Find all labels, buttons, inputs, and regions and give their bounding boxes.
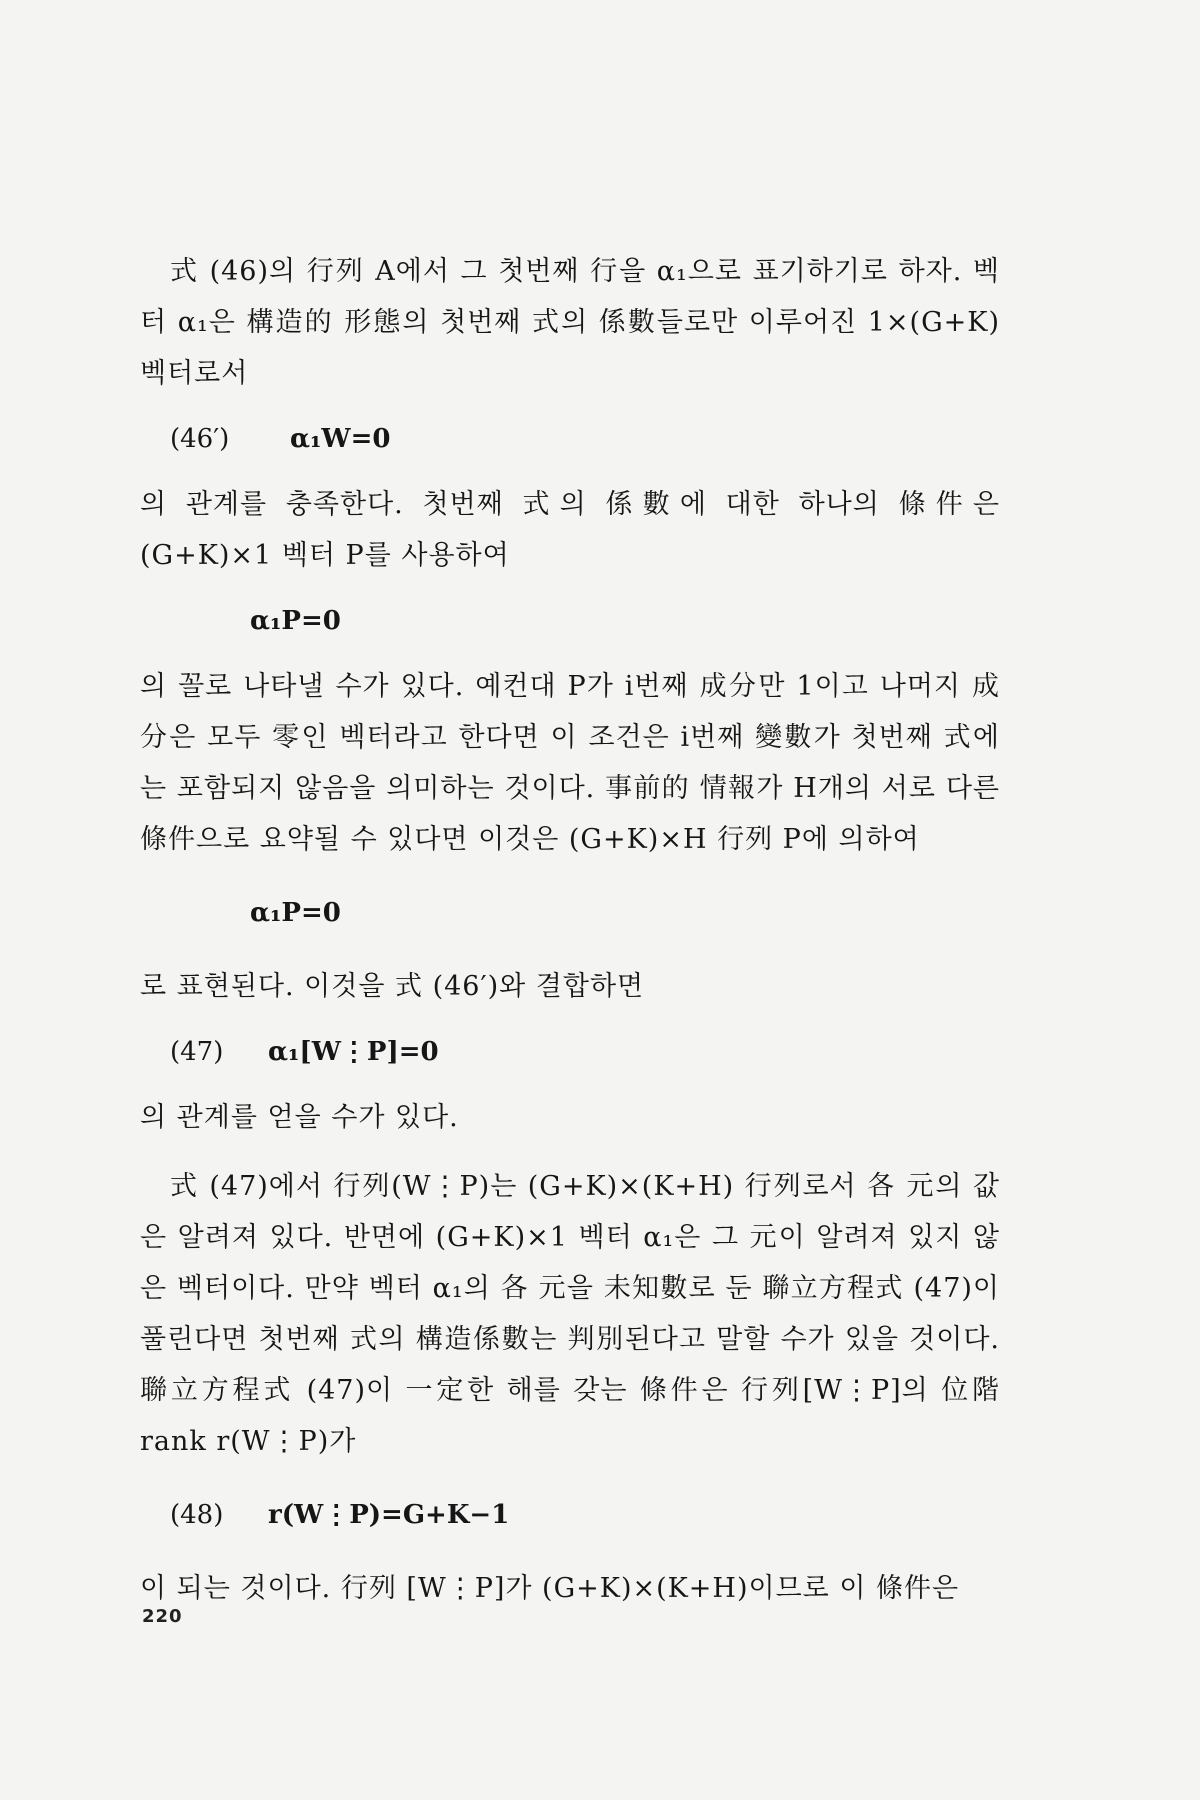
- paragraph-condition-vector: 의 관계를 충족한다. 첫번째 式의 係數에 대한 하나의 條件은 (G+K)×1 벡터 P를 사용하여: [140, 489, 1000, 571]
- paragraph-prior-information: 의 꼴로 나타낼 수가 있다. 예컨대 P가 i번째 成分만 1이고 나머지 成分은 모두 零인 벡터라고 한다면 이 조건은 i번째 變數가 첫번째 式에는 포함되지 않음을 의미하는 것이다. 事前的 情報가 H개의 서로 다른 條件으로 요약될 수 있다면 이것은 (G+K)×H 行列 P에 의하여: [140, 671, 1000, 855]
- equation-number: (46′): [170, 424, 230, 454]
- page-body: [140, 246, 1000, 1614]
- equation-single-condition: [140, 581, 1000, 661]
- equation-48: [140, 1467, 1000, 1563]
- equation-body: α₁[W⋮P]=0: [268, 1037, 439, 1067]
- equation-matrix-condition: [140, 865, 1000, 961]
- equation-body: α₁W=0: [290, 424, 391, 454]
- page-number: 220: [142, 1606, 183, 1627]
- paragraph-row-vector-definition: 式 (46)의 行列 A에서 그 첫번째 行을 α₁으로 표기하기로 하자. 벡터 α₁은 構造的 形態의 첫번째 式의 係數들로만 이루어진 1×(G+K) 벡터로서: [140, 256, 1000, 389]
- equation-number: (48): [170, 1500, 224, 1530]
- paragraph-rank-condition: 이 되는 것이다. 行列 [W⋮P]가 (G+K)×(K+H)이므로 이 條件은: [140, 1573, 960, 1604]
- equation-47: [140, 1012, 1000, 1092]
- paragraph-combine: 로 표현된다. 이것을 式 (46′)와 결합하면: [140, 971, 645, 1002]
- paragraph-relation-obtained: 의 관계를 얻을 수가 있다.: [140, 1102, 459, 1133]
- equation-body: α₁P=0: [250, 606, 341, 636]
- equation-body: α₁P=0: [250, 898, 341, 928]
- equation-number: (47): [170, 1037, 224, 1067]
- equation-body: r(W⋮P)=G+K−1: [268, 1500, 510, 1530]
- equation-46-prime: [140, 399, 1000, 479]
- paragraph-identification: 式 (47)에서 行列(W⋮P)는 (G+K)×(K+H) 行列로서 各 元의 값은 알려져 있다. 반면에 (G+K)×1 벡터 α₁은 그 元이 알려져 있지 않은 벡터이다. 만약 벡터 α₁의 各 元을 未知數로 둔 聯立方程式 (47)이 풀린다면 첫번째 式의 構造係數는 判別된다고 말할 수가 있을 것이다. 聯立方程式 (47)이 一定한 해를 갖는 條件은 行列[W⋮P]의 位階 rank r(W⋮P)가: [140, 1171, 1000, 1457]
